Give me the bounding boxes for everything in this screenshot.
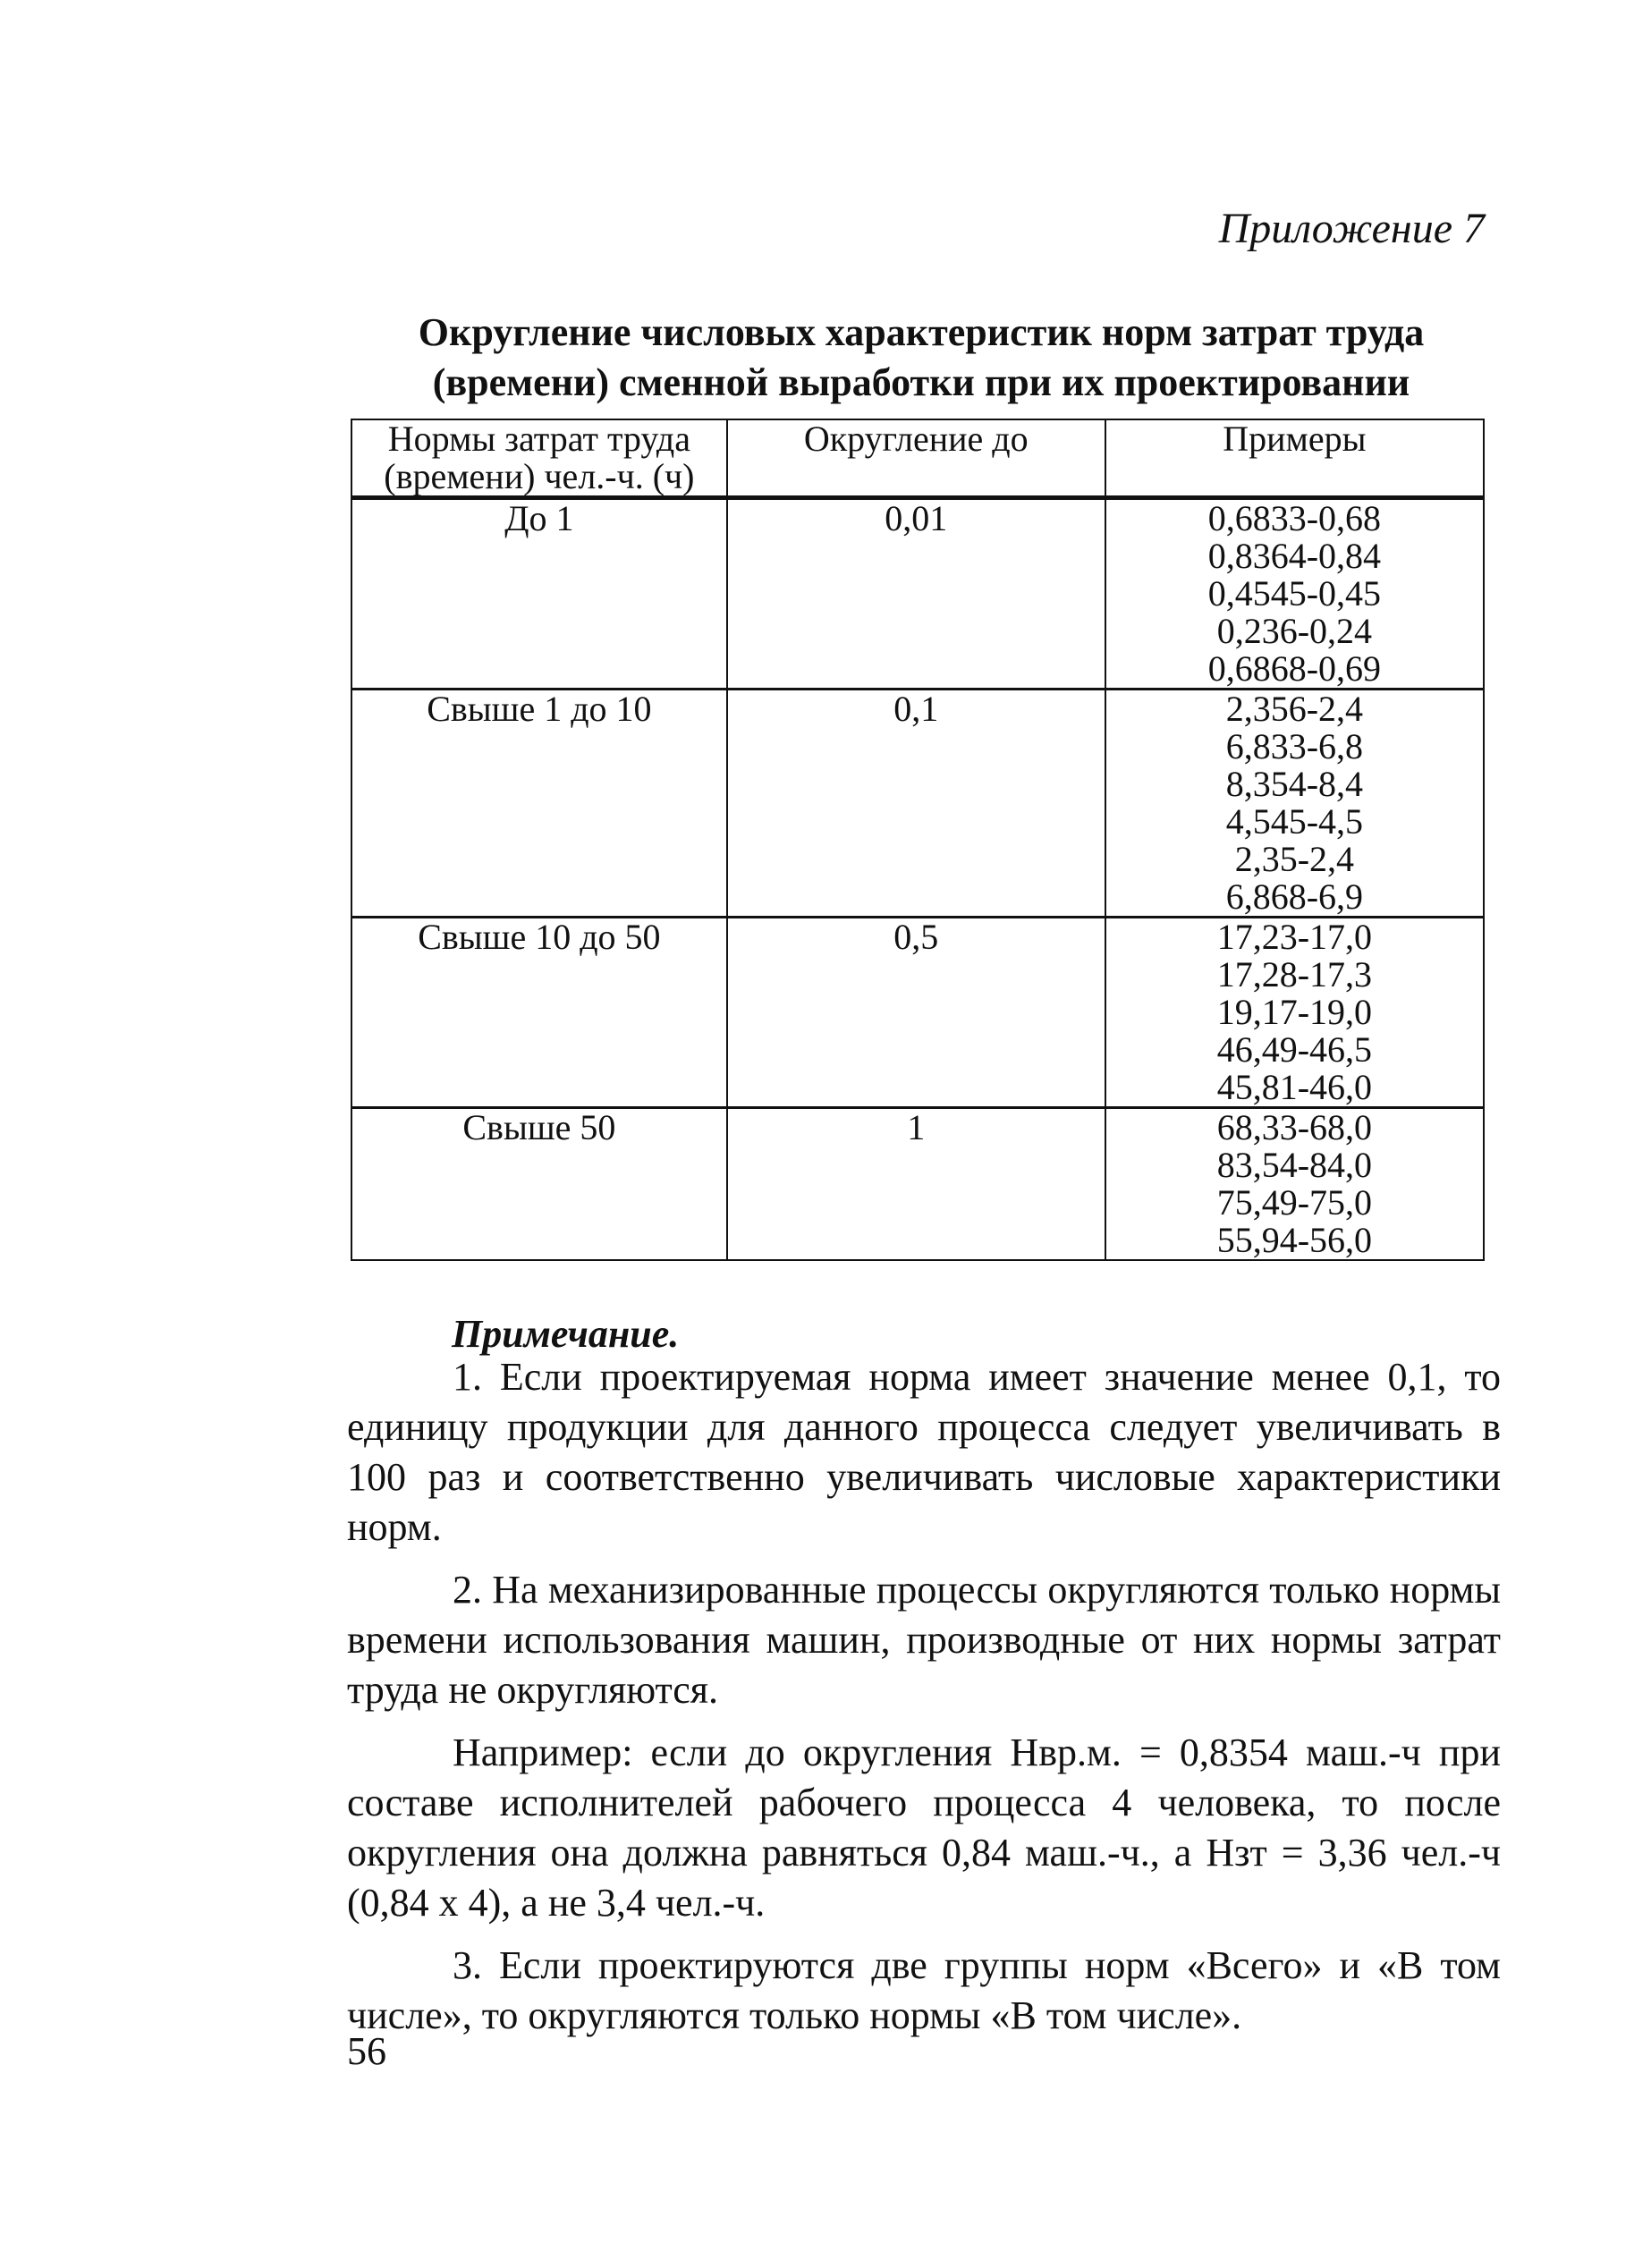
norm-range-cell: Свыше 50: [351, 1108, 727, 1261]
example-value: 6,833-6,8: [1225, 726, 1364, 766]
table-body: [351, 498, 1484, 1261]
note-paragraph: 3. Если проектируются две группы норм «Всего» и «В том числе», то округляются только нормы «В том числе».: [347, 1943, 1501, 2037]
rounding-cell: 1: [727, 1108, 1105, 1261]
example-value: 55,94-56,0: [1216, 1220, 1373, 1260]
example-value: 0,4545-0,45: [1207, 573, 1382, 614]
rounding-cell: 0,01: [727, 498, 1105, 690]
example-value: 17,28-17,3: [1216, 954, 1373, 994]
notes-section: [347, 1352, 1501, 2053]
example-value: 83,54-84,0: [1216, 1145, 1373, 1185]
table-title-line-1: Округление числовых характеристик норм затрат труда: [418, 310, 1425, 354]
table-header-row: [351, 419, 1484, 498]
appendix-label: Приложение 7: [1218, 205, 1485, 252]
norm-range-cell: До 1: [351, 498, 727, 690]
example-value: 8,354-8,4: [1225, 764, 1364, 804]
table-row: [351, 690, 1484, 918]
example-value: 68,33-68,0: [1216, 1107, 1373, 1147]
table-title-line-2: (времени) сменной выработки при их проектировании: [432, 360, 1410, 404]
example-value: 0,6833-0,68: [1207, 498, 1382, 538]
table-row: [351, 918, 1484, 1108]
table-row: [351, 1108, 1484, 1261]
example-value: 17,23-17,0: [1216, 917, 1373, 957]
examples-cell: [1105, 1108, 1484, 1261]
column-header-examples: Примеры: [1105, 419, 1484, 498]
example-value: 0,6868-0,69: [1207, 648, 1382, 689]
note-paragraph: Например: если до округления Нвр.м. = 0,8354 маш.-ч при составе исполнителей рабочего процесса 4 человека, то после округления она должна равняться 0,84 маш.-ч., а Нзт = 3,36 чел.-ч (0,84 х 4), а не 3,4 чел.-ч.: [347, 1731, 1501, 1925]
note-paragraph: 2. На механизированные процессы округляются только нормы времени использования машин, производные от них нормы затрат труда не округляются.: [347, 1568, 1501, 1712]
example-value: 6,868-6,9: [1225, 876, 1364, 917]
note-heading: Примечание.: [452, 1312, 680, 1356]
rounding-table: [351, 419, 1485, 1261]
note-paragraph: 1. Если проектируемая норма имеет значение менее 0,1, то единицу продукции для данного процесса следует увеличивать в 100 раз и соответственно увеличивать числовые характеристики норм.: [347, 1355, 1501, 1549]
examples-cell: [1105, 690, 1484, 918]
rounding-cell: 0,5: [727, 918, 1105, 1108]
examples-cell: [1105, 918, 1484, 1108]
example-value: 4,545-4,5: [1225, 801, 1364, 842]
example-value: 0,8364-0,84: [1207, 536, 1382, 576]
column-header-norms: Нормы затрат труда (времени) чел.-ч. (ч): [351, 419, 727, 498]
examples-cell: [1105, 498, 1484, 690]
column-header-rounding: Округление до: [727, 419, 1105, 498]
norm-range-cell: Свыше 1 до 10: [351, 690, 727, 918]
example-value: 75,49-75,0: [1216, 1182, 1373, 1223]
example-value: 19,17-19,0: [1216, 992, 1373, 1032]
example-value: 45,81-46,0: [1216, 1067, 1373, 1107]
example-value: 0,236-0,24: [1216, 611, 1373, 651]
example-value: 46,49-46,5: [1216, 1029, 1373, 1070]
table-row: [351, 498, 1484, 690]
page-number: 56: [347, 2029, 386, 2073]
norm-range-cell: Свыше 10 до 50: [351, 918, 727, 1108]
table-title: [349, 308, 1494, 408]
example-value: 2,356-2,4: [1225, 689, 1364, 729]
rounding-cell: 0,1: [727, 690, 1105, 918]
example-value: 2,35-2,4: [1234, 839, 1355, 879]
